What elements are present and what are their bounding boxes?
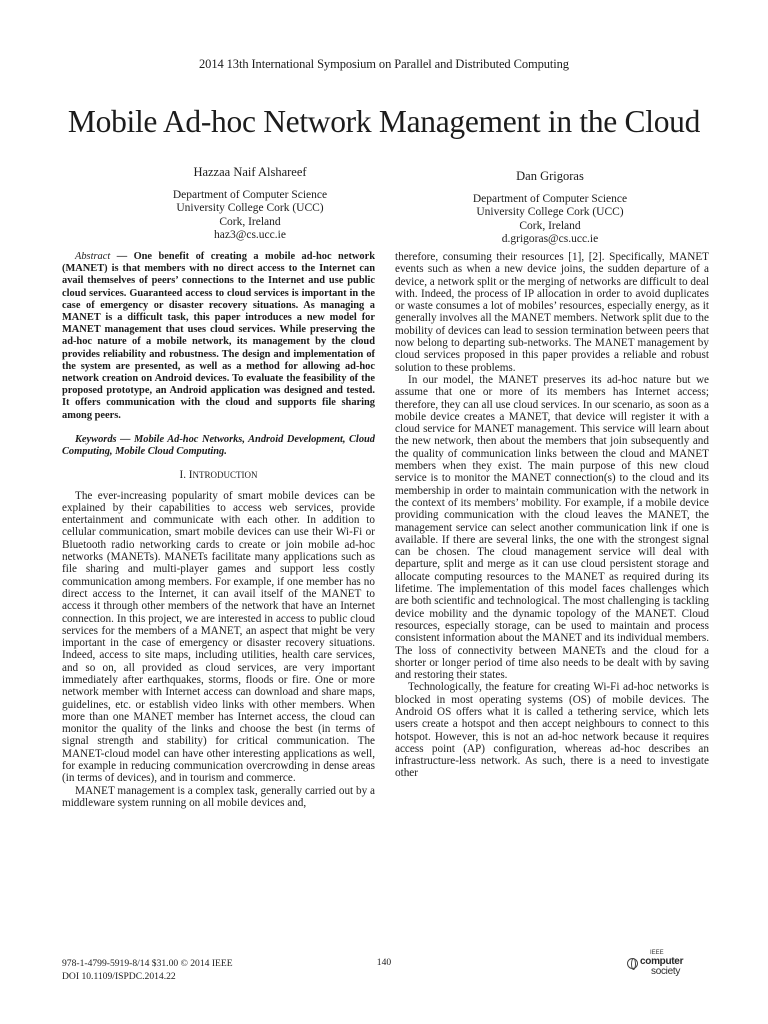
keywords: Keywords — Mobile Ad-hoc Networks, Android Development, Cloud Computing, Mobile Cloud Computing. <box>62 433 375 458</box>
paragraph: The ever-increasing popularity of smart mobile devices can be explained by their capabilities to access web services, provide entertainment and communicate with each other. In addition to cellular communication, smart mobile devices can use their Wi-Fi or Bluetooth radio networking cards to create or join mobile ad-hoc networks (MANETs). MANETs facilitate many applications such as file sharing and multi-player games and support less costly communication among members. For example, if one member has no direct access to the Internet, it can avail itself of the MANET to access it through other members of the network that have an Internet connection. In this project, we are interested in access to public cloud services for the members of a MANET, an aspect that might be very important in the case of emergency or disaster recovery situations. Indeed, access to site maps, including utilities, health care services, and so on, all provided as cloud services, are very important immediately after earthquakes, storms, floods or fire. One or more network member with Internet access can download and share maps, guidelines, etc. or establish video links with other members. When more than one MANET member has Internet access, the cloud can monitor the quality of the links and choose the best (in terms of signal strength and stability) for critical communication. The MANET-cloud model can have other interesting applications as well, for example in reducing communication overcrowding in dense areas (in terms of devices), and in tourism and commerce. <box>62 489 375 785</box>
logo-computer-text: computer <box>640 956 684 967</box>
author-name: Dan Grigoras <box>516 169 584 183</box>
left-column <box>62 251 375 809</box>
computer-society-logo <box>627 950 697 980</box>
paragraph: Technologically, the feature for creating Wi-Fi ad-hoc networks is blocked in most operating systems (OS) of mobile devices. The Android OS offers what it is called a tethering service, which lets users create a hotspot and then accept neighbours to connect to this hotspot. However, this is not an ad-hoc network because it requires access point (AP) configuration, whereas ad-hoc describes an infrastructure-less network. As such, there is a need to investigate other <box>395 681 709 780</box>
globe-icon <box>627 958 638 969</box>
page-number: 140 <box>376 957 392 968</box>
right-column <box>395 251 709 780</box>
author-univ: University College Cork (UCC) <box>176 202 324 215</box>
author-email: d.grigoras@cs.ucc.ie <box>501 233 599 246</box>
author-block <box>400 170 700 247</box>
author-location: Cork, Ireland <box>219 215 281 228</box>
author-block <box>130 166 370 243</box>
author-dept: Department of Computer Science <box>472 192 628 205</box>
conference-header: 2014 13th International Symposium on Parallel and Distributed Computing <box>199 57 569 71</box>
paper-title: Mobile Ad-hoc Network Management in the Cloud <box>67 104 701 139</box>
paragraph: In our model, the MANET preserves its ad-hoc nature but we assume that one or more of its members has Internet access; therefore, they can all use cloud services. In our scenario, as soon as a mobile device creates a MANET, that device will register it with a cloud service for MANET management. This service will learn about the new network, then about the members that join subsequently and the quality of communication links between the cloud and MANET members when they exist. The main purpose of this new cloud service is to monitor the MANET connection(s) to the cloud and its membership in order to maintain communication with the network in the context of its members’ mobility. For example, if a mobile device providing communication with the cloud leaves the MANET, the management service can select another communication link if one is available. If there are several links, the one with the strongest signal can be chosen. The cloud management service will deal with departure, split and merge as it can use cloud persistent storage and allocate computing resources to the MANET as required during its lifetime. The implementation of this model faces challenges which are both scientific and technological. The most challenging is tackling device mobility and the dynamic topology of the MANET. Cloud resources, especially storage, can be used to maintain and process consistent information about the MANET and its individual members. The loss of connectivity between MANETs and the cloud for a shorter or longer period of time also needs to be dealt with by saving and restoring their states. <box>395 373 709 682</box>
author-univ: University College Cork (UCC) <box>476 206 624 219</box>
author-location: Cork, Ireland <box>519 219 581 232</box>
section-title: NTRODUCTION <box>192 470 258 481</box>
logo-society-text: society <box>651 966 681 977</box>
footer-copyright <box>62 957 233 983</box>
footer-isbn: 978-1-4799-5919-8/14 $31.00 © 2014 IEEE <box>62 958 233 969</box>
author-email: haz3@cs.ucc.ie <box>214 229 286 242</box>
paragraph: therefore, consuming their resources [1], [2]. Specifically, MANET events such as when a new device joins, the sudden departure of a device, a network split or the merging of networks are difficult to deal with. Indeed, the process of IP allocation in order to avoid duplicates or waste consumes a lot of mobiles’ resources, especially energy, as it generally involves all the MANET members. Network split due to the mobility of devices can lead to session termination between peers that now belong to departing sub-networks. The MANET management by cloud services proposed in this paper provides a reliable and robust solution to these problems. <box>395 251 709 374</box>
abstract-label: Abstract <box>75 251 111 262</box>
abstract-text: — One benefit of creating a mobile ad-hoc network (MANET) is that members with no direct access to the Internet can avail themselves of peers’ connections to the Internet and use public cloud services. Guaranteed access to cloud services is important in the case of emergency or disaster recovery situations. As managing a MANET is a difficult task, this paper introduces a new model for MANET management that uses cloud services. While preserving the ad-hoc nature of a mobile network, its management by the cloud provides reliability and robustness. The design and implementation of the system are presented, as well as a method for allowing ad-hoc network creation on Android devices. To evaluate the feasibility of the proposed prototype, an Android application was designed and tested. It offers communication with the cloud and supports file sharing among peers. <box>62 251 375 421</box>
footer-doi: DOI 10.1109/ISPDC.2014.22 <box>62 971 176 982</box>
section-heading <box>62 469 375 481</box>
abstract <box>62 251 375 422</box>
paragraph: MANET management is a complex task, generally carried out by a middleware system running on all mobile devices and, <box>62 784 375 809</box>
author-dept: Department of Computer Science <box>172 188 328 201</box>
logo-ieee-text: IEEE <box>650 950 664 956</box>
author-name: Hazzaa Naif Alshareef <box>193 165 307 179</box>
section-number: I. I <box>179 469 193 482</box>
